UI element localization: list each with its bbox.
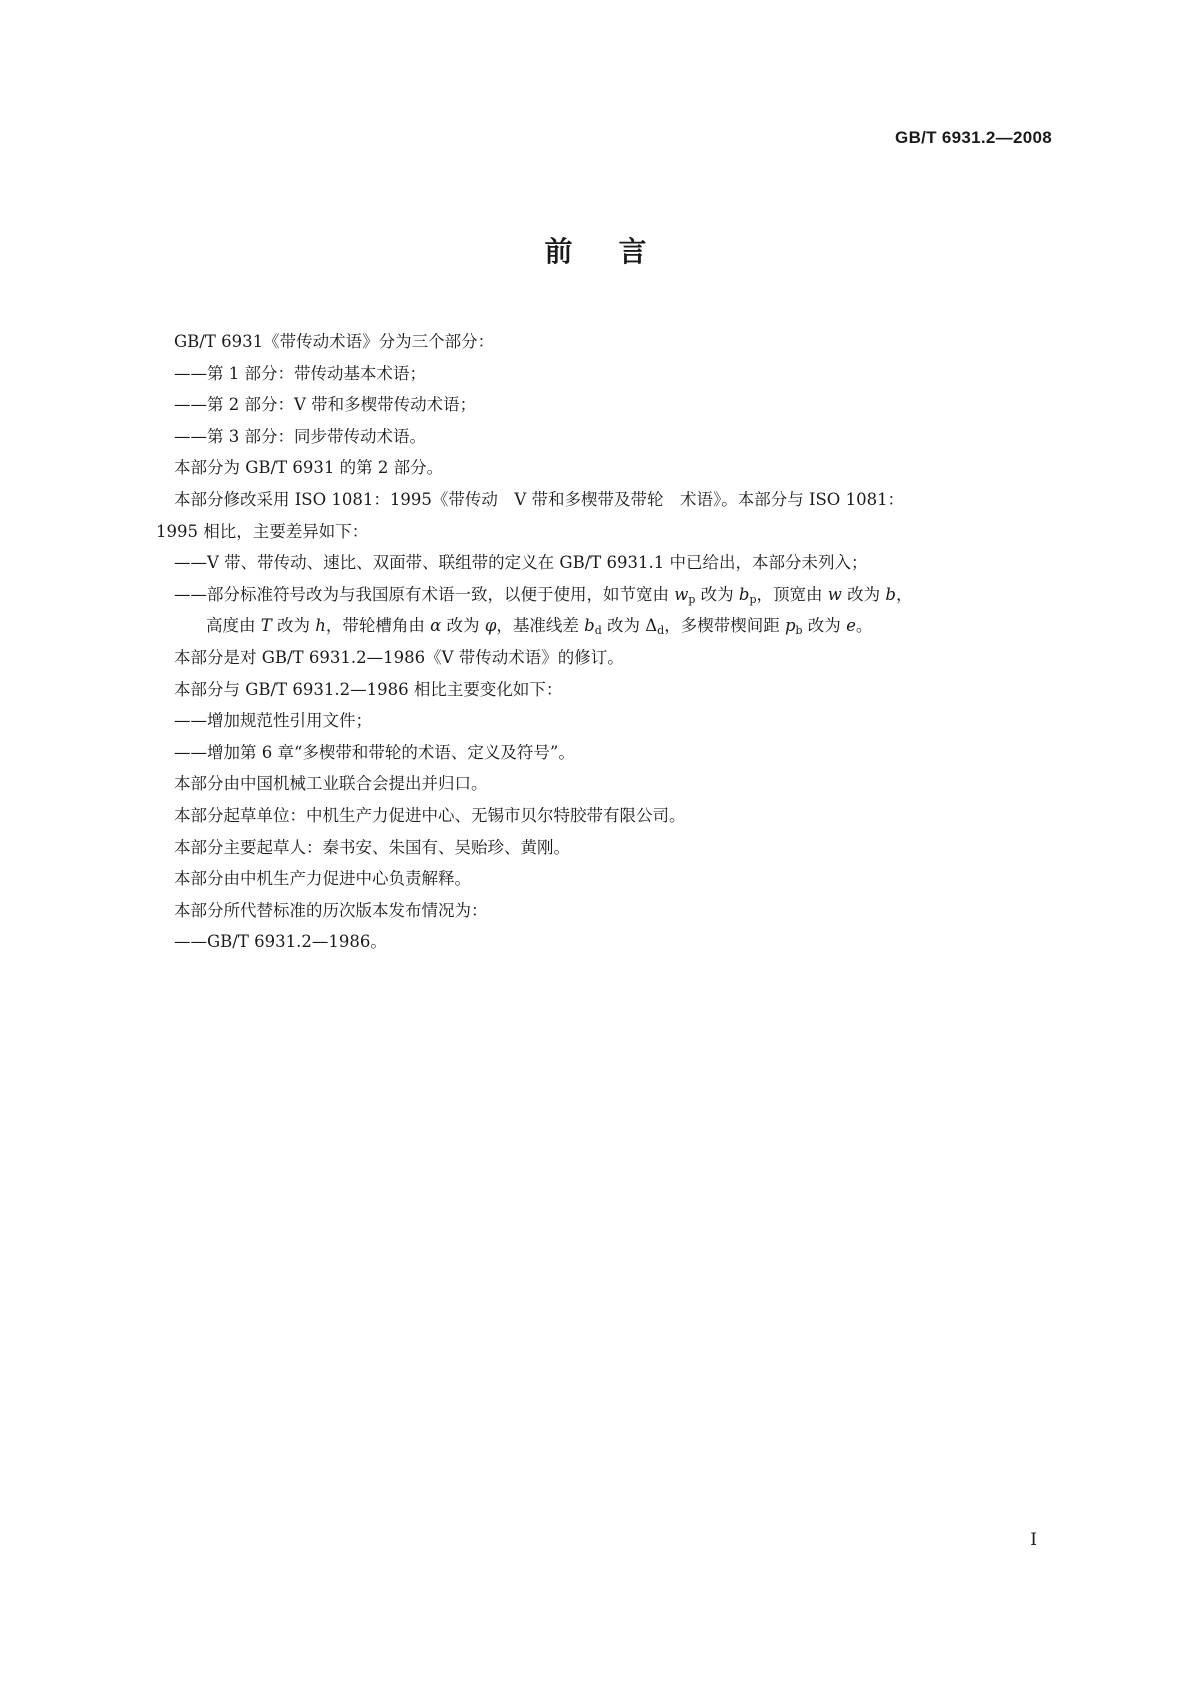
list-item: ——第 2 部分：V 带和多楔带传动术语； <box>174 395 477 415</box>
text-run: 改为 <box>271 616 316 636</box>
page-number: I <box>1030 1530 1037 1550</box>
paragraph-line: 本部分为 GB/T 6931 的第 2 部分。 <box>174 458 444 478</box>
symbol: b <box>738 584 750 604</box>
symbol: α <box>430 616 442 636</box>
symbol: w <box>827 584 842 604</box>
paragraph-line: 本部分起草单位：中机生产力促进中心、无锡市贝尔特胶带有限公司。 <box>174 805 686 825</box>
symbol: Δ <box>645 616 658 636</box>
text-run: ——部分标准符号改为与我国原有术语一致，以便于使用，如节宽由 <box>174 584 675 604</box>
paragraph-line: 本部分由中机生产力促进中心负责解释。 <box>174 869 471 889</box>
symbol-subscript: p <box>688 592 696 606</box>
text-run: 高度由 <box>206 616 261 636</box>
list-item: ——增加第 6 章“多楔带和带轮的术语、定义及符号”。 <box>174 742 575 762</box>
list-item: ——第 3 部分：同步带传动术语。 <box>174 426 426 446</box>
text-run: 改为 <box>441 616 485 636</box>
foreword-body <box>156 326 1056 958</box>
symbol: b <box>885 584 896 604</box>
text-run: 改为 <box>802 616 847 636</box>
symbol: p <box>784 616 796 636</box>
list-item-continuation <box>156 610 1056 642</box>
paragraph-line: 本部分所代替标准的历次版本发布情况为： <box>174 900 488 920</box>
standard-number: GB/T 6931.2—2008 <box>895 128 1052 147</box>
paragraph-line: 本部分修改采用 ISO 1081：1995《带传动 V 带和多楔带及带轮 术语》。本部分与 ISO 1081： <box>174 489 905 509</box>
paragraph-line: GB/T 6931《带传动术语》分为三个部分： <box>174 332 495 351</box>
text-run: ，基准线差 <box>496 616 585 636</box>
symbol: w <box>674 584 689 604</box>
paragraph-line: 1995 相比，主要差异如下： <box>156 521 369 541</box>
paragraph-line: 本部分是对 GB/T 6931.2—1986《V 带传动术语》的修订。 <box>174 647 624 667</box>
symbol: e <box>846 616 856 636</box>
symbol-subscript: b <box>795 624 803 638</box>
list-item: ——V 带、带传动、速比、双面带、联组带的定义在 GB/T 6931.1 中已给出，本部分未列入； <box>174 553 868 573</box>
paragraph-line: 本部分主要起草人：秦书安、朱国有、吴贻珍、黄刚。 <box>174 837 570 857</box>
symbol-subscript: d <box>657 624 665 638</box>
page-title: 前言 <box>544 235 693 268</box>
text-run: 改为 <box>601 616 646 636</box>
list-item: ——第 1 部分：带传动基本术语； <box>174 363 426 383</box>
symbol-subscript: d <box>594 624 602 638</box>
paragraph-line: 本部分由中国机械工业联合会提出并归口。 <box>174 774 488 794</box>
symbol: h <box>315 616 326 636</box>
text-run: ，多楔带楔间距 <box>664 616 785 636</box>
symbol: b <box>584 616 595 636</box>
symbol: T <box>260 616 272 636</box>
symbol: φ <box>484 616 497 636</box>
paragraph-line: 本部分与 GB/T 6931.2—1986 相比主要变化如下： <box>174 679 563 699</box>
list-item: ——增加规范性引用文件； <box>174 711 372 731</box>
text-run: ，顶宽由 <box>756 584 828 604</box>
text-run: 改为 <box>695 584 739 604</box>
symbol-subscript: p <box>749 592 757 606</box>
text-run: 改为 <box>841 584 886 604</box>
list-item <box>156 579 1056 611</box>
list-item: ——GB/T 6931.2—1986。 <box>174 932 387 952</box>
text-run: ， <box>895 584 913 604</box>
text-run: 。 <box>855 616 873 636</box>
text-run: ，带轮槽角由 <box>325 616 431 636</box>
